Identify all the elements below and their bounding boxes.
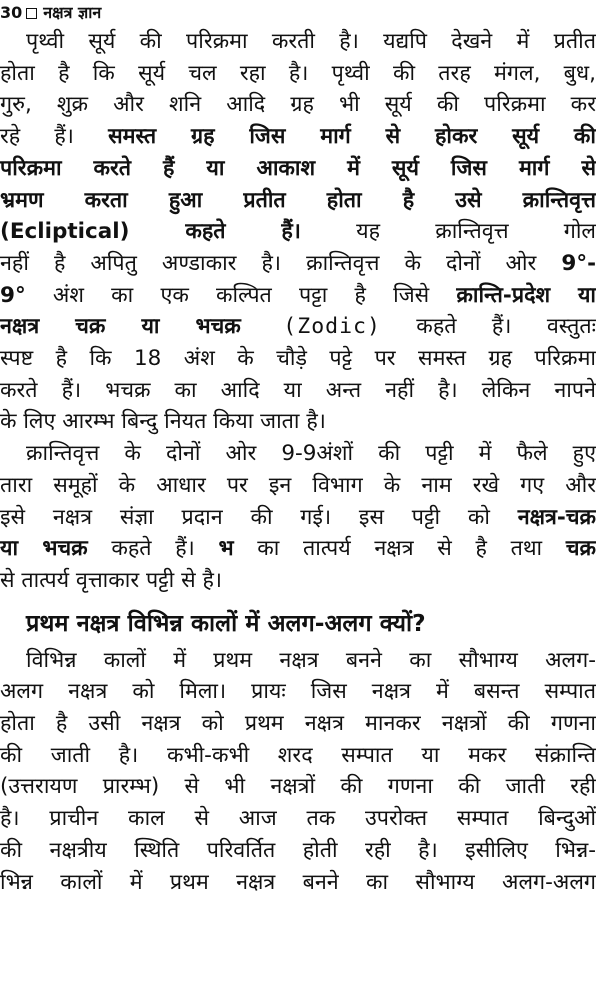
text-line: गुरु, शुक्र और शनि आदि ग्रह भी सूर्य की परिक्रमा कर [0, 92, 596, 118]
bold-text: या भचक्र [0, 536, 88, 562]
text-line: की नक्षत्रीय स्थिति परिवर्तित होती रही है। इसीलिए भिन्न- [0, 837, 596, 863]
text-line: के लिए आरम्भ बिन्दु नियत किया जाता है। [0, 409, 326, 435]
text-line: विभिन्न कालों में प्रथम नक्षत्र बनने का सौभाग्य अलग- [26, 647, 596, 673]
paragraph-1 [0, 26, 596, 438]
latin-term: (Zodic) [240, 314, 381, 340]
paragraph-3 [0, 645, 596, 899]
text-line: अलग नक्षत्र को मिला। प्रायः जिस नक्षत्र में बसन्त सम्पात [0, 679, 596, 705]
text-line: करते हैं। भचक्र का आदि या अन्त नहीं है। लेकिन नापने [0, 377, 596, 403]
text-line: भ्रमण करता हुआ प्रतीत होता है उसे क्रान्तिवृत्त [0, 187, 596, 213]
book-title: नक्षत्र ज्ञान [43, 3, 102, 22]
text-line: होता है उसी नक्षत्र को प्रथम नक्षत्र मानकर नक्षत्रों की गणना [0, 711, 596, 737]
text-line: से तात्पर्य वृत्ताकार पट्टी से है। [0, 567, 223, 593]
bold-text: (Ecliptical) कहते हैं। [0, 219, 301, 245]
text-line: स्पष्ट है कि 18 अंश के चौड़े पट्टे पर समस्त ग्रह परिक्रमा [0, 346, 596, 372]
body-text [0, 26, 596, 898]
text-line: (Ecliptical) कहते हैं। यह क्रान्तिवृत्त गोल [0, 219, 596, 245]
text-line: रहे हैं। समस्त ग्रह जिस मार्ग से होकर सूर्य की [0, 124, 596, 150]
text-line: तारा समूहों के आधार पर इन विभाग के नाम रखे गए और [0, 472, 596, 498]
text-line: भिन्न कालों में प्रथम नक्षत्र बनने का सौभाग्य अलग-अलग [0, 869, 596, 895]
bold-text: नक्षत्र चक्र या भचक्र [0, 314, 241, 340]
paragraph-2 [0, 438, 596, 597]
text-line: है। प्राचीन काल से आज तक उपरोक्त सम्पात बिन्दुओं [0, 806, 596, 832]
section-heading: प्रथम नक्षत्र विभिन्न कालों में अलग-अलग क्यों? [26, 608, 426, 637]
bold-text: 9°- [561, 250, 596, 276]
bold-text: समस्त ग्रह जिस मार्ग से होकर सूर्य की [108, 124, 596, 150]
bold-text: क्रान्ति-प्रदेश या [456, 282, 596, 308]
text-line: इसे नक्षत्र संज्ञा प्रदान की गई। इस पट्टी को नक्षत्र-चक्र [0, 504, 596, 530]
text-line: या भचक्र कहते हैं। भ का तात्पर्य नक्षत्र से है तथा चक्र [0, 536, 596, 562]
bold-text: 9° [0, 282, 26, 308]
text-line: (उत्तरायण प्रारम्भ) से भी नक्षत्रों की गणना की जाती रही [0, 774, 596, 800]
text-line: होता है कि सूर्य चल रहा है। पृथ्वी की तरह मंगल, बुध, [0, 60, 596, 86]
text-line: नहीं है अपितु अण्डाकार है। क्रान्तिवृत्त के दोनों ओर 9°- [0, 250, 596, 276]
bold-text: चक्र [565, 536, 596, 562]
square-bullet-icon [26, 8, 37, 19]
text-line: पृथ्वी सूर्य की परिक्रमा करती है। यद्यपि देखने में प्रतीत [26, 29, 596, 54]
bold-text: भ [218, 536, 234, 562]
text-line: क्रान्तिवृत्त के दोनों ओर 9-9अंशों की पट्टी में फैले हुए [26, 441, 596, 467]
page-number: 30 [0, 3, 23, 22]
text-line: की जाती है। कभी-कभी शरद सम्पात या मकर संक्रान्ति [0, 742, 596, 768]
text-line: नक्षत्र चक्र या भचक्र (Zodic) कहते हैं। वस्तुतः [0, 314, 596, 340]
text-line: 9° अंश का एक कल्पित पट्टा है जिसे क्रान्ति-प्रदेश या [0, 282, 596, 308]
text-line: परिक्रमा करते हैं या आकाश में सूर्य जिस मार्ग से [0, 155, 596, 181]
running-header [0, 0, 596, 26]
bold-text: नक्षत्र-चक्र [517, 504, 596, 530]
